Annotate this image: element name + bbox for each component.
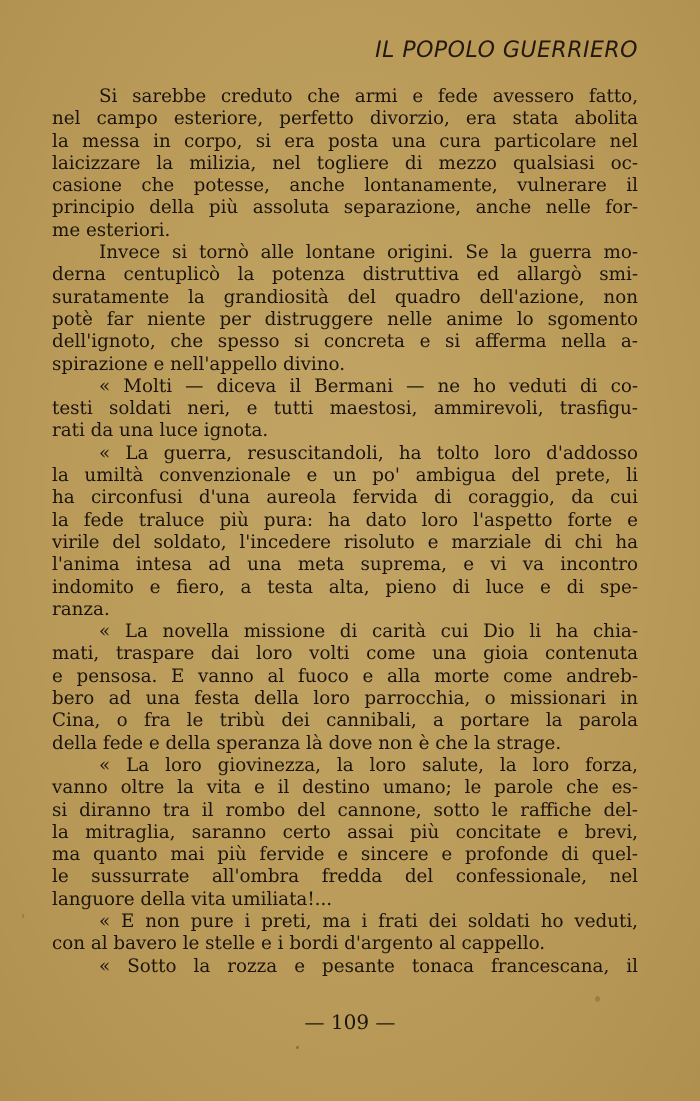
text-line: « Molti — diceva il Bermani — ne ho veduti di co- bbox=[99, 375, 638, 397]
text-line: l'anima intesa ad una meta suprema, e vi va incontro bbox=[52, 554, 638, 576]
text-line: virile del soldato, l'incedere risoluto e marziale di chi ha bbox=[52, 531, 638, 553]
text-line: spirazione e nell'appello divino. bbox=[52, 353, 346, 375]
text-line: bero ad una festa della loro parrocchia, o missionari in bbox=[52, 688, 638, 710]
text-line: ha circonfusi d'una aureola fervida di coraggio, da cui bbox=[52, 487, 638, 509]
body-text bbox=[52, 86, 638, 978]
running-title: IL POPOLO GUERRIERO bbox=[375, 38, 638, 63]
text-line: « La novella missione di carità cui Dio li ha chia- bbox=[99, 621, 638, 643]
text-line: ranza. bbox=[52, 598, 110, 620]
text-line: « La loro giovinezza, la loro salute, la loro forza, bbox=[99, 754, 638, 776]
text-line: potè far niente per distruggere nelle anime lo sgomento bbox=[52, 308, 638, 330]
text-line: « Sotto la rozza e pesante tonaca francescana, il bbox=[99, 955, 638, 977]
text-line: casione che potesse, anche lontanamente, vulnerare il bbox=[52, 175, 638, 197]
text-line: rati da una luce ignota. bbox=[52, 420, 269, 442]
text-line: languore della vita umiliata!... bbox=[52, 888, 333, 910]
text-line: Invece si tornò alle lontane origini. Se la guerra mo- bbox=[99, 242, 638, 264]
text-line: Cina, o fra le tribù dei cannibali, a portare la parola bbox=[52, 710, 638, 732]
text-line: la mitraglia, saranno certo assai più concitate e brevi, bbox=[52, 821, 638, 843]
page-number: — 109 — bbox=[304, 1010, 396, 1034]
text-line: mati, traspare dai loro volti come una gioia contenuta bbox=[52, 643, 638, 665]
text-line: laicizzare la milizia, nel togliere di mezzo qualsiasi oc- bbox=[52, 152, 638, 174]
text-line: la umiltà convenzionale e un po' ambigua del prete, li bbox=[52, 465, 638, 487]
paper-speck bbox=[22, 914, 24, 918]
text-line: suratamente la grandiosità del quadro dell'azione, non bbox=[52, 286, 638, 308]
text-line: Si sarebbe creduto che armi e fede avessero fatto, bbox=[99, 86, 638, 107]
text-line: ma quanto mai più fervide e sincere e profonde di quel- bbox=[52, 844, 638, 866]
text-line: indomito e fiero, a testa alta, pieno di luce e di spe- bbox=[52, 576, 638, 598]
text-line: la messa in corpo, si era posta una cura particolare nel bbox=[52, 130, 638, 152]
text-line: dell'ignoto, che spesso si concreta e si afferma nella a- bbox=[52, 331, 638, 353]
text-line: testi soldati neri, e tutti maestosi, ammirevoli, trasfigu- bbox=[52, 398, 638, 420]
text-line: « E non pure i preti, ma i frati dei soldati ho veduti, bbox=[99, 910, 638, 932]
text-line: si diranno tra il rombo del cannone, sotto le raffiche del- bbox=[52, 799, 638, 821]
text-line: nel campo esteriore, perfetto divorzio, era stata abolita bbox=[52, 108, 638, 130]
text-line: principio della più assoluta separazione, anche nelle for- bbox=[52, 197, 638, 219]
paper-speck bbox=[595, 996, 600, 1002]
text-line: « La guerra, resuscitandoli, ha tolto loro d'addosso bbox=[99, 442, 638, 464]
text-line: la fede traluce più pura: ha dato loro l'aspetto forte e bbox=[52, 509, 638, 531]
paper-speck bbox=[296, 1046, 299, 1049]
text-line: con al bavero le stelle e i bordi d'argento al cappello. bbox=[52, 933, 546, 955]
text-line: le sussurrate all'ombra fredda del confessionale, nel bbox=[52, 866, 638, 888]
text-line: della fede e della speranza là dove non è che la strage. bbox=[52, 732, 562, 754]
text-line: me esteriori. bbox=[52, 219, 171, 241]
text-line: derna centuplicò la potenza distruttiva ed allargò smi- bbox=[52, 264, 638, 286]
text-line: e pensosa. E vanno al fuoco e alla morte come andreb- bbox=[52, 665, 638, 687]
text-line: vanno oltre la vita e il destino umano; le parole che es- bbox=[52, 777, 638, 799]
